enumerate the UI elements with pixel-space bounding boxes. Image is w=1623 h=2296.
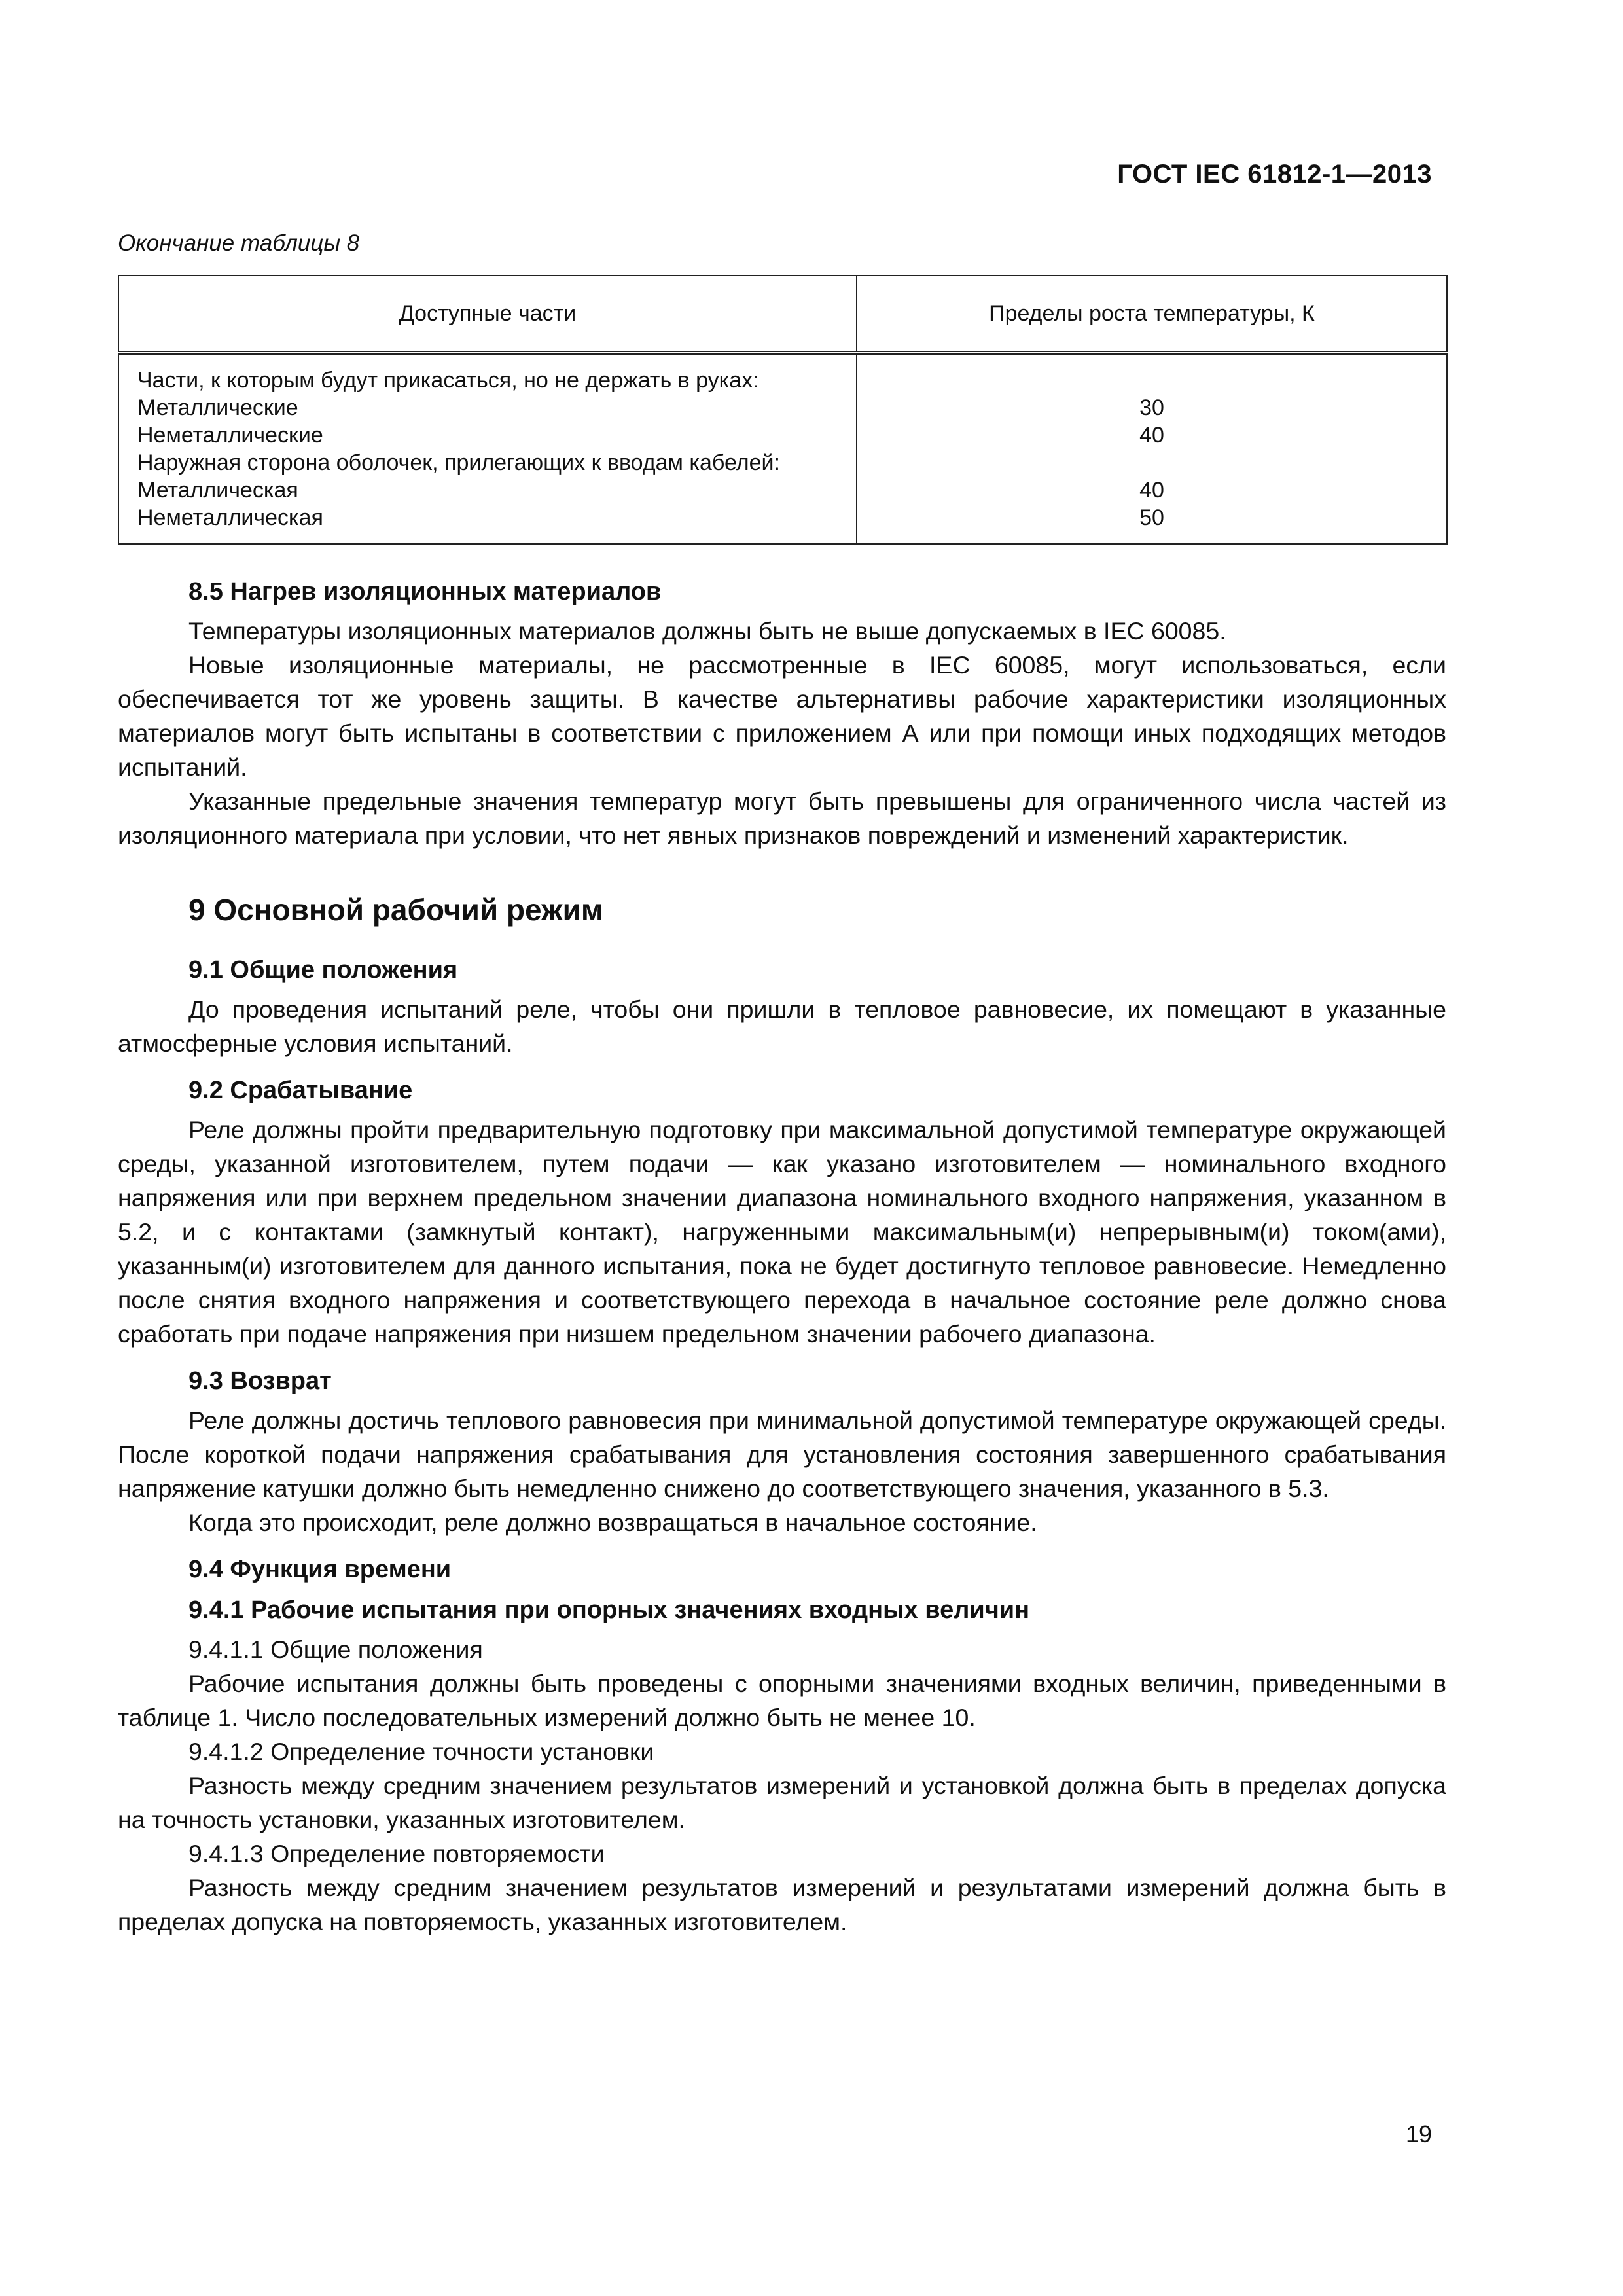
paragraph: Рабочие испытания должны быть проведены с опорными значениями входных величин, приведенными в таблице 1. Число последовательных измерений должно быть не менее 10. — [118, 1670, 1446, 1731]
paragraph: Реле должны пройти предварительную подготовку при максимальной допустимой температуре окружающей среды, указанной изготовителем, путем подачи — как указано изготовителем — номинального входного напряжения или при верхнем предельном значении диапазона номинального входного напряжения, указанном в 5.2, и с контактами (замкнутый контакт), нагруженными максимальным(и) непрерывным(и) током(ами), указанным(и) изготовителем для данного испытания, пока не будет достигнуто тепловое равновесие. Немедленно после снятия входного напряжения и соответствующего перехода в начальное состояние реле должно снова сработать при подаче напряжения при низшем предельном значении рабочего диапазона. — [118, 1116, 1446, 1348]
limit-value — [857, 449, 1446, 476]
paragraph: Новые изоляционные материалы, не рассмотренные в IEC 60085, могут использоваться, если обеспечивается тот же уровень защиты. В качестве альтернативы рабочие характеристики изоляционных материалов могут быть испытаны в соответствии с приложением А или при помощи иных подходящих методов испытаний. — [118, 651, 1446, 781]
section-9-1-heading: 9.1 Общие положения — [188, 956, 458, 984]
parts-cell — [118, 353, 857, 544]
temperature-limits-table — [118, 275, 1448, 545]
part-label: Наружная сторона оболочек, прилегающих к вводам кабелей: — [137, 450, 780, 475]
paragraph: До проведения испытаний реле, чтобы они пришли в тепловое равновесие, их помещают в указанные атмосферные условия испытаний. — [118, 996, 1446, 1057]
table-header-row — [118, 276, 1447, 353]
limit-value: 50 — [1139, 505, 1164, 530]
limit-value: 40 — [1139, 478, 1164, 503]
table-caption: Окончание таблицы 8 — [118, 230, 360, 256]
document-body — [118, 573, 1446, 1939]
part-label: Неметаллическая — [137, 505, 323, 530]
paragraph: Температуры изоляционных материалов должны быть не выше допускаемых в IEC 60085. — [188, 617, 1226, 645]
limit-value: 30 — [1139, 395, 1164, 420]
part-label: Металлическая — [137, 478, 298, 503]
paragraph: Когда это происходит, реле должно возвращаться в начальное состояние. — [188, 1509, 1037, 1536]
part-label: Неметаллические — [137, 423, 323, 448]
table-row — [118, 353, 1447, 544]
part-label: Металлические — [137, 395, 298, 420]
part-label: Части, к которым будут прикасаться, но не держать в руках: — [137, 368, 759, 393]
column-header-limits: Пределы роста температуры, К — [857, 276, 1447, 353]
subsection-9-4-1-3-heading: 9.4.1.3 Определение повторяемости — [188, 1840, 605, 1867]
subsection-9-4-1-1-heading: 9.4.1.1 Общие положения — [188, 1636, 483, 1663]
section-9-heading: 9 Основной рабочий режим — [188, 893, 603, 927]
paragraph: Разность между средним значением результатов измерений и результатами измерений должна быть в пределах допуска на повторяемость, указанных изготовителем. — [118, 1874, 1446, 1935]
column-header-parts: Доступные части — [118, 276, 857, 353]
section-9-4-1-heading: 9.4.1 Рабочие испытания при опорных значениях входных величин — [188, 1596, 1030, 1624]
section-9-3-heading: 9.3 Возврат — [188, 1367, 332, 1395]
limits-cell — [857, 353, 1447, 544]
section-9-2-heading: 9.2 Срабатывание — [188, 1077, 413, 1104]
document-code: ГОСТ IEC 61812-1—2013 — [1117, 160, 1432, 188]
section-9-4-heading: 9.4 Функция времени — [188, 1556, 452, 1583]
limit-value: 40 — [1139, 423, 1164, 448]
page-number: 19 — [1405, 2121, 1432, 2147]
limit-value — [857, 367, 1446, 394]
paragraph: Реле должны достичь теплового равновесия при минимальной допустимой температуре окружающей среды. После короткой подачи напряжения срабатывания для установления состояния завершенного срабатывания напряжение катушки должно быть немедленно снижено до соответствующего значения, указанного в 5.3. — [118, 1407, 1446, 1502]
section-8-5-heading: 8.5 Нагрев изоляционных материалов — [188, 578, 662, 605]
paragraph: Разность между средним значением результатов измерений и установкой должна быть в пределах допуска на точность установки, указанных изготовителем. — [118, 1772, 1446, 1833]
subsection-9-4-1-2-heading: 9.4.1.2 Определение точности установки — [188, 1738, 654, 1765]
paragraph: Указанные предельные значения температур могут быть превышены для ограниченного числа частей из изоляционного материала при условии, что нет явных признаков повреждений и изменений характеристик. — [118, 787, 1446, 849]
